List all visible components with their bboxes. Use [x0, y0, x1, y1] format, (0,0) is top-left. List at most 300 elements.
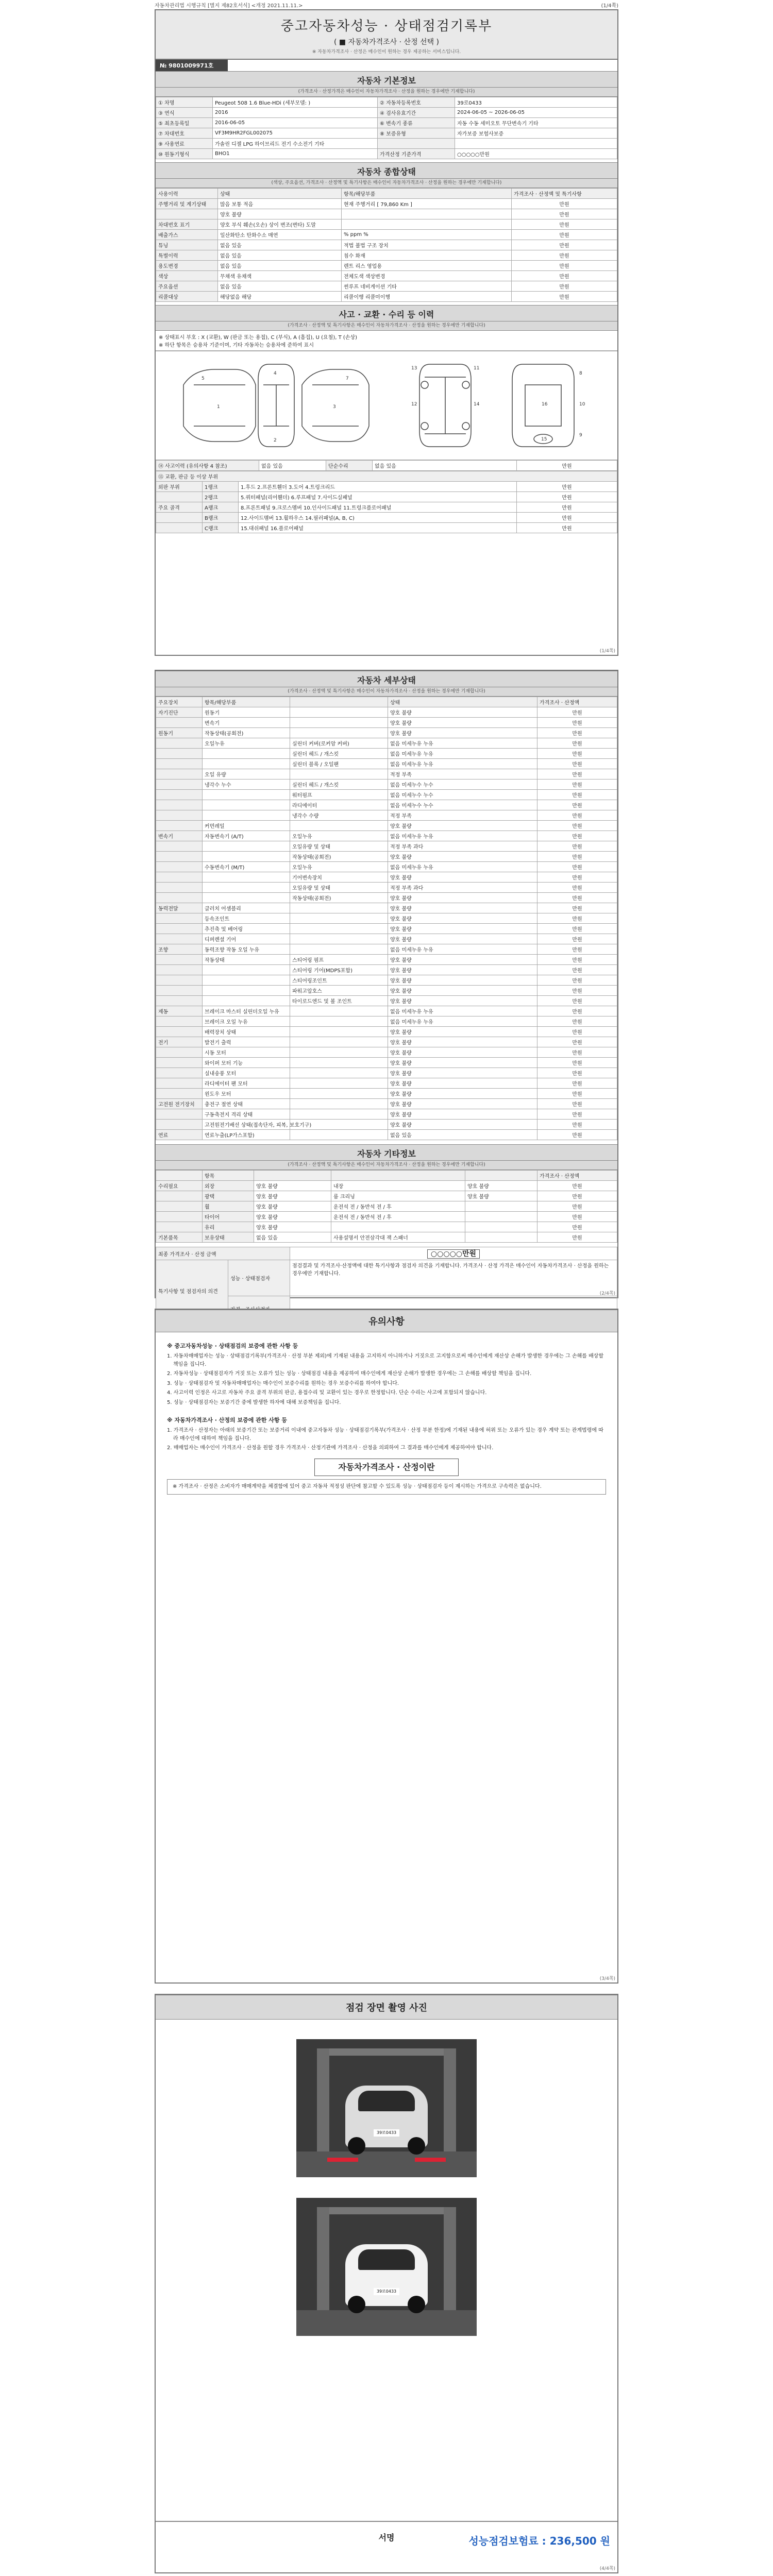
svg-text:4: 4 — [274, 371, 277, 376]
detail-row-cell: 제동 — [156, 1006, 203, 1016]
etc-header-cell — [156, 1171, 203, 1181]
frame-part-row-cell: 외판 부위 — [156, 482, 203, 492]
detail-row-cell — [203, 749, 290, 759]
summary-row-cell: 없음 있음 — [218, 250, 342, 261]
detail-row — [156, 1109, 617, 1120]
detail-row-cell: 양호 불량 — [388, 893, 537, 903]
notes-list-2 — [167, 1427, 606, 1452]
etc-row — [156, 1191, 617, 1201]
insurance-fee: 성능점검보험료 : 236,500 원 — [468, 2535, 610, 2547]
detail-row-cell: 만원 — [537, 996, 617, 1006]
etc-row-cell: 보유상태 — [203, 1232, 254, 1243]
summary-row-cell: 양호 부식 훼손(오손) 상이 변조(변타) 도말 — [218, 219, 342, 230]
detail-row-cell: 작동상태(공회전) — [290, 852, 388, 862]
detail-row-cell — [156, 1109, 203, 1120]
frame-part-row-cell: A랭크 — [203, 502, 239, 513]
etc-row-cell: 타이어 — [203, 1212, 254, 1222]
summary-row-cell — [156, 209, 218, 219]
form-reference: 자동차관리법 시행규칙 [별지 제82호서식] <개정 2021.11.11.> — [155, 3, 303, 9]
detail-row-cell — [290, 913, 388, 924]
detail-row-cell: 구동축전지 격리 상태 — [203, 1109, 290, 1120]
detail-row-cell: 없음 미세누유 누유 — [388, 1016, 537, 1027]
etc-row — [156, 1232, 617, 1243]
detail-row-cell: 양호 불량 — [388, 965, 537, 975]
detail-row-cell: 만원 — [537, 821, 617, 831]
detail-row-cell: 오일누유 — [290, 831, 388, 841]
detail-row-cell — [290, 903, 388, 913]
detail-row-cell: 파워고압호스 — [290, 986, 388, 996]
detail-row-cell — [203, 841, 290, 852]
detail-row-cell: 만원 — [537, 1027, 617, 1037]
detail-row-cell: 워터펌프 — [290, 790, 388, 800]
detail-row-cell — [203, 759, 290, 769]
accident-title: 사고 · 교환 · 수리 등 이력 — [156, 305, 617, 321]
detail-row-cell: 연료누출(LP가스포함) — [203, 1130, 290, 1140]
detail-row-cell: 오일누유 — [290, 862, 388, 872]
detail-row-cell — [203, 872, 290, 883]
frame-parts-head: ⑮ 교환, 판금 등 이상 부위 — [156, 471, 617, 482]
detail-row-cell: 만원 — [537, 1006, 617, 1016]
summary-header-cell: 사용이력 — [156, 189, 218, 199]
summary-row-cell: 렌트 리스 영업용 — [342, 261, 512, 271]
svg-text:13: 13 — [411, 366, 417, 371]
etc-row-cell: 만원 — [537, 1191, 617, 1201]
detail-row-cell: 양호 불량 — [388, 1089, 537, 1099]
frame-part-row-cell — [156, 523, 203, 533]
etc-row-cell: 휠 — [203, 1201, 254, 1212]
frame-part-row-cell: 주요 골격 — [156, 502, 203, 513]
summary-row-cell: 색상 — [156, 271, 218, 281]
svg-text:8: 8 — [579, 371, 582, 376]
detail-row-cell: 양호 불량 — [388, 1047, 537, 1058]
basic-info-table — [156, 97, 617, 159]
svg-text:12: 12 — [411, 402, 417, 407]
detail-row-cell: 만원 — [537, 893, 617, 903]
detail-row — [156, 1078, 617, 1089]
detail-row-cell — [203, 986, 290, 996]
detail-row-cell — [290, 769, 388, 779]
etc-row-cell: 양호 불량 — [254, 1201, 331, 1212]
detail-row-cell: 브레이크 오일 누유 — [203, 1016, 290, 1027]
detail-row-cell: 양호 불량 — [388, 1027, 537, 1037]
document-note: ※ 자동차가격조사 · 산정은 매수인이 원하는 경우 제공하는 서비스입니다. — [312, 49, 461, 55]
basic-info-row-cell — [455, 139, 617, 149]
etc-row-cell: 운전석 전 / 동반석 전 / 후 — [331, 1212, 465, 1222]
etc-row-cell: 기본품목 — [156, 1232, 203, 1243]
detail-row-cell: 양호 불량 — [388, 1068, 537, 1078]
accident-price: 만원 — [517, 461, 617, 471]
detail-row-cell — [156, 1016, 203, 1027]
detail-row — [156, 1027, 617, 1037]
note-item: 1. 가격조사 · 산정자는 아래의 보증기간 또는 보증거리 이내에 중고자동차 성능 · 상태점검기록부(가격조사 · 산정 부분 한정)에 기재된 내용에 허위 또는 오류가 있는 경우 계약 또는 관계법령에 따라 매수인에 대하여 책임을 집니다. — [167, 1428, 603, 1442]
etc-row — [156, 1181, 617, 1191]
detail-row-cell — [156, 996, 203, 1006]
top-line — [155, 1, 618, 8]
etc-row-cell: 양호 불량 — [465, 1191, 537, 1201]
opinion-label: 특기사항 및 점검자의 의견 — [156, 1260, 228, 1322]
accident-history-table — [156, 460, 617, 471]
page-4 — [155, 1994, 618, 2573]
page-2 — [155, 670, 618, 1298]
detail-row-cell: 원동기 — [156, 728, 203, 738]
notes-list-1 — [167, 1352, 606, 1406]
detail-row — [156, 738, 617, 749]
detail-row-cell — [156, 1058, 203, 1068]
detail-row — [156, 996, 617, 1006]
detail-row — [156, 934, 617, 944]
page-2-number: (2/4쪽) — [599, 1291, 615, 1296]
detail-row-cell: 만원 — [537, 831, 617, 841]
etc-header-cell: 가격조사 · 산정액 — [537, 1171, 617, 1181]
summary-row-cell: 리콜이행 리콜미이행 — [342, 292, 512, 302]
detail-row-cell: 배력장치 상태 — [203, 1027, 290, 1037]
detail-row-cell — [156, 934, 203, 944]
detail-row-cell: 없음 미세누유 누유 — [388, 862, 537, 872]
etc-row-cell: 내장 — [331, 1181, 465, 1191]
detail-row-cell: 만원 — [537, 841, 617, 852]
etc-row-cell: 만원 — [537, 1232, 617, 1243]
detail-row-cell — [156, 718, 203, 728]
detail-row-cell: 없음 미세누유 누유 — [388, 759, 537, 769]
detail-row-cell — [203, 975, 290, 986]
document-number: № 9801009971호 — [156, 60, 228, 71]
accident-legend — [156, 331, 617, 351]
detail-row — [156, 1058, 617, 1068]
basic-info-row — [156, 97, 617, 108]
detail-row — [156, 872, 617, 883]
detail-row-cell: 적정 부족 과다 — [388, 841, 537, 852]
detail-row-cell: 양호 불량 — [388, 986, 537, 996]
basic-info-row-cell: ⑧ 보증유형 — [378, 128, 455, 139]
detail-row-cell: 등속조인트 — [203, 913, 290, 924]
detail-header-cell: 주요장치 — [156, 697, 203, 707]
car-diagrams — [156, 351, 617, 460]
svg-text:11: 11 — [474, 366, 480, 371]
detail-row-cell: 양호 불량 — [388, 872, 537, 883]
etc-row-cell — [156, 1201, 203, 1212]
detail-row-cell: 없음 미세누유 누유 — [388, 831, 537, 841]
detail-row — [156, 903, 617, 913]
summary-row-cell: 특별이력 — [156, 250, 218, 261]
detail-row-cell: 만원 — [537, 718, 617, 728]
detail-row — [156, 1037, 617, 1047]
photo-area — [156, 2020, 617, 2355]
summary-row-cell: 전체도색 색상변경 — [342, 271, 512, 281]
svg-text:2: 2 — [274, 438, 277, 443]
detail-header-cell: 상태 — [388, 697, 537, 707]
detail-row — [156, 841, 617, 852]
summary-row — [156, 250, 617, 261]
basic-info-row-cell: 2024-06-05 ~ 2026-06-05 — [455, 108, 617, 118]
final-price-amount: ○○○○○만원 — [427, 1249, 480, 1259]
basic-info-row-cell: VF3M9HR2FGL002075 — [213, 128, 378, 139]
detail-row-cell: 자기진단 — [156, 707, 203, 718]
etc-table — [156, 1170, 617, 1243]
detail-row-cell: 만원 — [537, 810, 617, 821]
summary-row-cell: 만원 — [512, 261, 617, 271]
detail-row — [156, 707, 617, 718]
exterior-diagram — [156, 351, 386, 460]
detail-row — [156, 1130, 617, 1140]
frame-part-row-cell: C랭크 — [203, 523, 239, 533]
detail-row-cell: 양호 불량 — [388, 728, 537, 738]
detail-row — [156, 728, 617, 738]
basic-info-row-cell: ⑦ 차대번호 — [156, 128, 213, 139]
notes-section-1: ※ 중고자동차성능 · 상태점검의 보증에 관한 사항 등 — [167, 1343, 298, 1349]
signature-row — [156, 2521, 617, 2552]
detail-row-cell: 발전기 출력 — [203, 1037, 290, 1047]
detail-row-cell: 적정 부족 과다 — [388, 883, 537, 893]
frame-part-row-cell: 1랭크 — [203, 482, 239, 492]
detail-row-cell — [156, 738, 203, 749]
basic-info-row-cell: ⑤ 최초등록일 — [156, 118, 213, 128]
detail-row-cell — [203, 810, 290, 821]
detail-row-cell: 만원 — [537, 749, 617, 759]
summary-row-cell: 침수 화재 — [342, 250, 512, 261]
etc-header-cell — [465, 1171, 537, 1181]
detail-row-cell: 만원 — [537, 759, 617, 769]
detail-row-cell — [156, 779, 203, 790]
page-4-number: (4/4쪽) — [599, 2566, 615, 2571]
basic-info-row-cell: ○○○○○만원 — [455, 149, 617, 159]
detail-row — [156, 1068, 617, 1078]
detail-row-cell: 실린더 커버(로커암 커버) — [290, 738, 388, 749]
detail-row-cell — [156, 955, 203, 965]
etc-row-cell: 만원 — [537, 1212, 617, 1222]
page-indicator: (1/4쪽) — [601, 3, 618, 9]
detail-row-cell: 만원 — [537, 1078, 617, 1089]
detail-row-cell: 작동상태 — [203, 955, 290, 965]
frame-part-row — [156, 502, 617, 513]
detail-row — [156, 810, 617, 821]
detail-row-cell: 양호 불량 — [388, 852, 537, 862]
summary-row-cell: 없음 있음 — [218, 261, 342, 271]
detail-row-cell — [156, 986, 203, 996]
detail-row-cell: 실린더 헤드 / 개스킷 — [290, 779, 388, 790]
detail-row — [156, 1016, 617, 1027]
summary-row — [156, 292, 617, 302]
summary-row-cell: 만원 — [512, 219, 617, 230]
detail-row-cell — [203, 893, 290, 903]
detail-table — [156, 697, 617, 1140]
detail-row — [156, 831, 617, 841]
legend-line-1: ※ 상태표시 부호 : X (교환), W (판금 또는 용접), C (부식), A (흠집), U (요철), T (손상) — [159, 335, 358, 341]
page-1 — [155, 9, 618, 656]
detail-row-cell: 만원 — [537, 913, 617, 924]
detail-row-cell: 만원 — [537, 779, 617, 790]
summary-row-cell: 리콜대상 — [156, 292, 218, 302]
detail-row-cell: 만원 — [537, 1109, 617, 1120]
detail-row-cell — [203, 883, 290, 893]
basic-info-row-cell: 2016-06-05 — [213, 118, 378, 128]
etc-row-cell: 없음 있음 — [254, 1232, 331, 1243]
summary-row-cell: 없음 있음 — [218, 240, 342, 250]
detail-row-cell: 만원 — [537, 986, 617, 996]
svg-text:9: 9 — [579, 433, 582, 438]
basic-info-row-cell: ① 차명 — [156, 97, 213, 108]
summary-row-cell: 일산화탄소 탄화수소 매연 — [218, 230, 342, 240]
summary-row-cell: 썬루프 네비게이션 기타 — [342, 281, 512, 292]
basic-info-row-cell: 가격산정 기준가격 — [378, 149, 455, 159]
detail-row-cell — [290, 944, 388, 955]
basic-info-row — [156, 128, 617, 139]
detail-row-cell — [290, 707, 388, 718]
detail-row-cell: 만원 — [537, 1120, 617, 1130]
detail-row — [156, 800, 617, 810]
simple-repair-label: 단순수리 — [326, 461, 373, 471]
frame-part-row — [156, 482, 617, 492]
detail-row-cell — [156, 749, 203, 759]
legend-line-2: ※ 하단 항목은 승용차 기준이며, 기타 자동차는 승용차에 준하여 표시 — [159, 343, 314, 348]
detail-row-cell: 양호 불량 — [388, 1099, 537, 1109]
detail-row-cell: 만원 — [537, 903, 617, 913]
summary-row-cell: 용도변경 — [156, 261, 218, 271]
frame-part-row — [156, 523, 617, 533]
svg-text:3: 3 — [333, 404, 336, 410]
photos-title: 점검 장면 촬영 사진 — [156, 1995, 617, 2020]
summary-row-cell — [342, 209, 512, 219]
detail-row-cell: 만원 — [537, 1130, 617, 1140]
summary-row-cell: 만원 — [512, 292, 617, 302]
frame-part-row-cell: 만원 — [517, 482, 617, 492]
detail-row-cell: 양호 불량 — [388, 955, 537, 965]
basic-info-row-cell: 2016 — [213, 108, 378, 118]
detail-row-cell: 커먼레일 — [203, 821, 290, 831]
detail-row — [156, 893, 617, 903]
detail-row-cell: 적정 부족 — [388, 769, 537, 779]
exterior-panel-icon — [163, 354, 379, 457]
detail-row-cell — [156, 810, 203, 821]
detail-row-cell: 실린더 블록 / 오일팬 — [290, 759, 388, 769]
detail-row-cell: 만원 — [537, 769, 617, 779]
basic-info-row-cell: 39로0433 — [455, 97, 617, 108]
summary-row-cell: 없음 있음 — [218, 281, 342, 292]
detail-row — [156, 821, 617, 831]
detail-row-cell: 양호 불량 — [388, 996, 537, 1006]
detail-row-cell: 클러치 어셈블리 — [203, 903, 290, 913]
detail-row-cell: 윈도우 모터 — [203, 1089, 290, 1099]
detail-row — [156, 883, 617, 893]
basic-info-row-cell: ③ 연식 — [156, 108, 213, 118]
frame-part-row-cell — [156, 513, 203, 523]
summary-header-cell: 가격조사 · 산정액 및 특기사항 — [512, 189, 617, 199]
detail-row-cell: 스티어링 기어(MDPS포함) — [290, 965, 388, 975]
detail-row-cell: 양호 불량 — [388, 1109, 537, 1120]
detail-row-cell — [156, 759, 203, 769]
detail-row-cell: 동력조향 작동 오일 누유 — [203, 944, 290, 955]
svg-text:16: 16 — [542, 402, 548, 407]
detail-row-cell: 기어변속장치 — [290, 872, 388, 883]
detail-row — [156, 965, 617, 975]
summary-row — [156, 271, 617, 281]
detail-title: 자동차 세부상태 — [156, 671, 617, 687]
detail-row-cell — [290, 1130, 388, 1140]
detail-row-cell: 라디에이터 팬 모터 — [203, 1078, 290, 1089]
detail-row-cell: 양호 불량 — [388, 718, 537, 728]
etc-row-cell: 양호 불량 — [254, 1222, 331, 1232]
detail-row-cell: 없음 미세누유 누유 — [388, 738, 537, 749]
document-title: 중고자동차성능 · 상태점검기록부 — [280, 19, 493, 34]
detail-row-cell — [156, 975, 203, 986]
appraisal-notice-body: ※ 가격조사 · 산정은 소비자가 매매계약을 체결함에 있어 중고 자동차 적정성 판단에 참고할 수 있도록 성능 · 상태점검자 등이 제시하는 가격으로 구속력은 없습니다. — [167, 1479, 606, 1495]
detail-row-cell: 양호 불량 — [388, 1078, 537, 1089]
etc-row-cell: 양호 불량 — [254, 1181, 331, 1191]
detail-row-cell: 양호 불량 — [388, 934, 537, 944]
etc-row-cell — [465, 1222, 537, 1232]
etc-note: (가격조사 · 산정액 및 특기사항은 매수인이 자동차가격조사 · 산정을 원하는 경우에만 기재합니다) — [156, 1161, 617, 1170]
basic-info-row-cell: Peugeot 508 1.6 Blue-HDi (세부모델: ) — [213, 97, 378, 108]
detail-row-cell: 만원 — [537, 738, 617, 749]
summary-note: (색상, 주요옵션, 가격조사 · 산정액 및 특기사항은 매수인이 자동차가격조사 · 산정을 원하는 경우에만 기재합니다) — [156, 179, 617, 188]
note-item: 5. 성능 · 상태점검자는 보증기간 중에 발생한 하자에 대해 보증책임을 집니다. — [167, 1399, 341, 1405]
detail-row-cell: 충전구 절연 상태 — [203, 1099, 290, 1109]
detail-row-cell: 연료 — [156, 1130, 203, 1140]
etc-row-cell — [465, 1212, 537, 1222]
detail-row — [156, 913, 617, 924]
accident-note: (가격조사 · 산정액 및 특기사항은 매수인이 자동차가격조사 · 산정을 원하는 경우에만 기재합니다) — [156, 321, 617, 331]
detail-row-cell: 오일유량 및 상태 — [290, 883, 388, 893]
detail-row-cell: 만원 — [537, 883, 617, 893]
detail-row-cell — [290, 1078, 388, 1089]
detail-row-cell — [290, 1089, 388, 1099]
detail-row-cell: 오일유량 및 상태 — [290, 841, 388, 852]
page-3 — [155, 1309, 618, 1984]
detail-row-cell: 만원 — [537, 1037, 617, 1047]
summary-row-cell: 주행거리 및 계기상태 — [156, 199, 218, 209]
svg-text:5: 5 — [201, 376, 205, 381]
detail-row-cell: 추진축 및 베어링 — [203, 924, 290, 934]
summary-row-cell: % ppm % — [342, 230, 512, 240]
opinion-text: 점검결과 및 가격조사·산정액에 대한 특기사항과 점검자 의견을 기재합니다. 가격조사 · 산정 가격은 매수인이 자동차가격조사 · 산정을 원하는 경우에만 기재합니다. — [290, 1260, 617, 1296]
detail-row-cell — [290, 821, 388, 831]
summary-row-cell: 해당없음 해당 — [218, 292, 342, 302]
detail-row-cell: 양호 불량 — [388, 1058, 537, 1068]
detail-row-cell: 시동 모터 — [203, 1047, 290, 1058]
detail-row-cell: 동력전달 — [156, 903, 203, 913]
frame-parts-table — [156, 471, 617, 533]
detail-row-cell: 스티어링 펌프 — [290, 955, 388, 965]
basic-info-row-cell: ② 자동차등록번호 — [378, 97, 455, 108]
inspection-photo-1 — [296, 2039, 477, 2177]
etc-row-cell — [465, 1232, 537, 1243]
detail-row-cell — [156, 965, 203, 975]
basic-info-row — [156, 118, 617, 128]
detail-row-cell: 오일 유량 — [203, 769, 290, 779]
detail-row-cell — [156, 841, 203, 852]
detail-row — [156, 1047, 617, 1058]
detail-row-cell — [156, 790, 203, 800]
detail-row-cell: 자동변속기 (A/T) — [203, 831, 290, 841]
detail-row-cell — [156, 800, 203, 810]
detail-row-cell: 전기 — [156, 1037, 203, 1047]
frame-part-row-cell: B랭크 — [203, 513, 239, 523]
summary-row-cell: 주요옵션 — [156, 281, 218, 292]
note-item: 3. 성능 · 상태점검자 및 자동차매매업자는 매수인이 보증수리를 원하는 경우 보증수리를 하여야 합니다. — [167, 1380, 399, 1386]
accident-history-value: 없음 있음 — [259, 461, 326, 471]
etc-row-cell: 운전석 전 / 동반석 전 / 후 — [331, 1201, 465, 1212]
note-item: 4. 사고이력 인정은 사고로 자동차 주요 골격 부위의 판금, 용접수리 및 교환이 있는 경우로 한정합니다. 단순 수리는 사고에 포함되지 않습니다. — [167, 1390, 487, 1396]
svg-text:1: 1 — [217, 404, 220, 410]
summary-row-cell: 만원 — [512, 240, 617, 250]
frame-part-row-cell: 만원 — [517, 492, 617, 502]
detail-row-cell: 만원 — [537, 1089, 617, 1099]
detail-row-cell: 만원 — [537, 944, 617, 955]
detail-row-cell: 라디에이터 — [290, 800, 388, 810]
page-3-number: (3/4쪽) — [599, 1976, 615, 1981]
detail-row — [156, 1120, 617, 1130]
detail-row-cell — [156, 913, 203, 924]
detail-row-cell — [203, 800, 290, 810]
